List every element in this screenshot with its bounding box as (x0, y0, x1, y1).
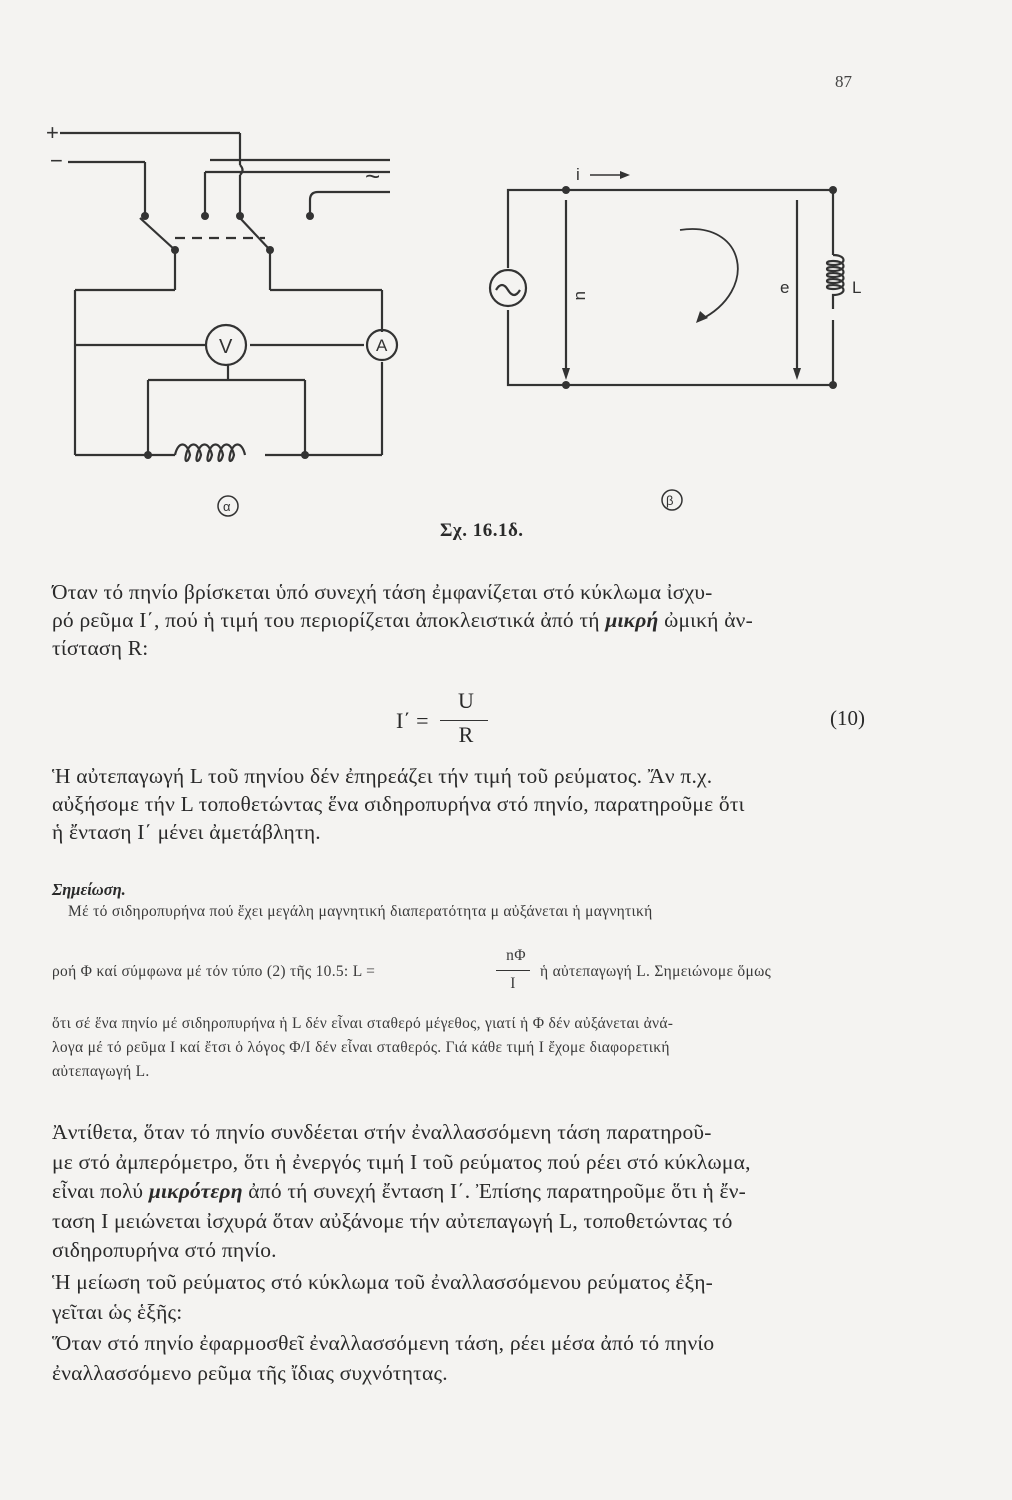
paragraph-3-line-3: εἶναι πολύ μικρότερη ἀπό τή συνεχή ἔνταση Ι΄. Ἐπίσης παρατηροῦμε ὅτι ἡ ἔν- (52, 1179, 747, 1203)
note-fraction-line (496, 970, 530, 971)
paragraph-5-line-2: ἐναλλασσόμενο ρεῦμα τῆς ἴδιας συχνότητας. (52, 1361, 448, 1385)
paragraph-3 (52, 1118, 882, 1266)
equation-numerator: U (458, 688, 474, 713)
note-line-4: λογα μέ τό ρεῦμα Ι καί ἔτσι ὁ λόγος Φ/Ι δέν εἶναι σταθερός. Γιά κάθε τιμή Ι ἔχομε διαφορετική (52, 1039, 670, 1056)
ac-label: ~ (365, 161, 381, 191)
paragraph-3-line-1: Ἀντίθετα, ὅταν τό πηνίο συνδέεται στήν ἐναλλασσόμενη τάση παρατηροῦ- (52, 1120, 712, 1144)
equation-denominator: R (458, 722, 474, 747)
diagram-a-label: α (223, 499, 231, 514)
note-line-2-start: ροή Φ καί σύμφωνα μέ τόν τύπο (2) τῆς 10.5: L = (52, 963, 376, 980)
paragraph-3-line-4: ταση Ι μειώνεται ἰσχυρά ὅταν αὐξάνομε τήν αὐτεπαγωγή L, τοποθετώντας τό (52, 1208, 733, 1233)
equation-lhs: Ι΄ = (396, 708, 429, 733)
inductor-label: L (852, 278, 862, 297)
note-title: Σημείωση. (52, 880, 126, 899)
equation-fraction-line (440, 720, 488, 721)
current-label: i (576, 165, 580, 184)
voltmeter-label: V (219, 336, 233, 358)
emphasis-smaller: μικρότερη (148, 1179, 243, 1203)
note-line-3: ὅτι σέ ἕνα πηνίο μέ σιδηροπυρήνα ἡ L δέν εἶναι σταθερό μέγεθος, γιατί ἡ Φ δέν αὐξάνεται ἀνά- (52, 1015, 674, 1032)
paragraph-5-line-1: Ὅταν στό πηνίο ἐφαρμοσθεῖ ἐναλλασσόμενη τάση, ρέει μέσα ἀπό τό πηνίο (52, 1331, 715, 1355)
plus-label: + (46, 120, 59, 145)
equation-number: (10) (830, 706, 865, 730)
paragraph-4-line-2: γεῖται ὡς ἑξῆς: (52, 1299, 183, 1324)
paragraph-4-line-1: Ἡ μείωση τοῦ ρεύματος στό κύκλωμα τοῦ ἐναλλασσόμενου ρεύματος ἐξη- (52, 1270, 714, 1294)
paragraph-3-line-2: με στό ἀμπερόμετρο, ὅτι ἡ ἐνεργός τιμή Ι τοῦ ρεύματος πού ρέει στό κύκλωμα, (52, 1149, 751, 1174)
voltage-label: u (572, 291, 591, 301)
paragraph-5 (52, 1328, 882, 1388)
note-line-1: Μέ τό σιδηροπυρήνα πού ἔχει μεγάλη μαγνητική διαπερατότητα μ αὐξάνεται ἡ μαγνητική (68, 903, 653, 920)
paragraph-1-line-1: Όταν τό πηνίο βρίσκεται ὑπό συνεχή τάση ἐμφανίζεται στό κύκλωμα ἰσχυ- (52, 580, 713, 604)
figure-caption: Σχ. 16.1δ. (440, 520, 524, 541)
note-line-2-end: ἡ αὐτεπαγωγή L. Σημειώνομε ὅμως (540, 963, 772, 980)
page-number: 87 (835, 72, 852, 91)
circuit-figure (0, 0, 1012, 560)
paragraph-4 (52, 1268, 882, 1327)
note-fraction-denominator: I (510, 975, 516, 992)
minus-label: − (50, 148, 63, 173)
paragraph-3-line-5: σιδηροπυρήνα στό πηνίο. (52, 1238, 277, 1262)
paragraph-2-line-3: ἡ ἔνταση Ι΄ μένει ἀμετάβλητη. (52, 820, 321, 844)
emf-label: e (780, 278, 790, 297)
note-line-5: αὐτεπαγωγή L. (52, 1063, 150, 1080)
paragraph-2-line-2: αὐξήσομε τήν L τοποθετώντας ἕνα σιδηροπυρήνα στό πηνίο, παρατηροῦμε ὅτι (52, 792, 745, 816)
paragraph-1-line-3: τίσταση R: (52, 636, 149, 660)
paragraph-2 (52, 762, 882, 846)
paragraph-1 (52, 578, 882, 662)
emphasis-small: μικρή (605, 608, 659, 632)
ammeter-label: A (376, 336, 388, 355)
paragraph-2-line-1: Ἡ αὐτεπαγωγή L τοῦ πηνίου δέν ἐπηρεάζει τήν τιμή τοῦ ρεύματος. Ἄν π.χ. (52, 764, 713, 788)
diagram-b-label: β (666, 493, 674, 508)
paragraph-1-line-2: ρό ρεῦμα Ι΄, πού ἡ τιμή του περιορίζεται ἀποκλειστικά ἀπό τή μικρή ὠμική ἀν- (52, 608, 753, 632)
note-fraction-numerator: nΦ (506, 947, 526, 964)
